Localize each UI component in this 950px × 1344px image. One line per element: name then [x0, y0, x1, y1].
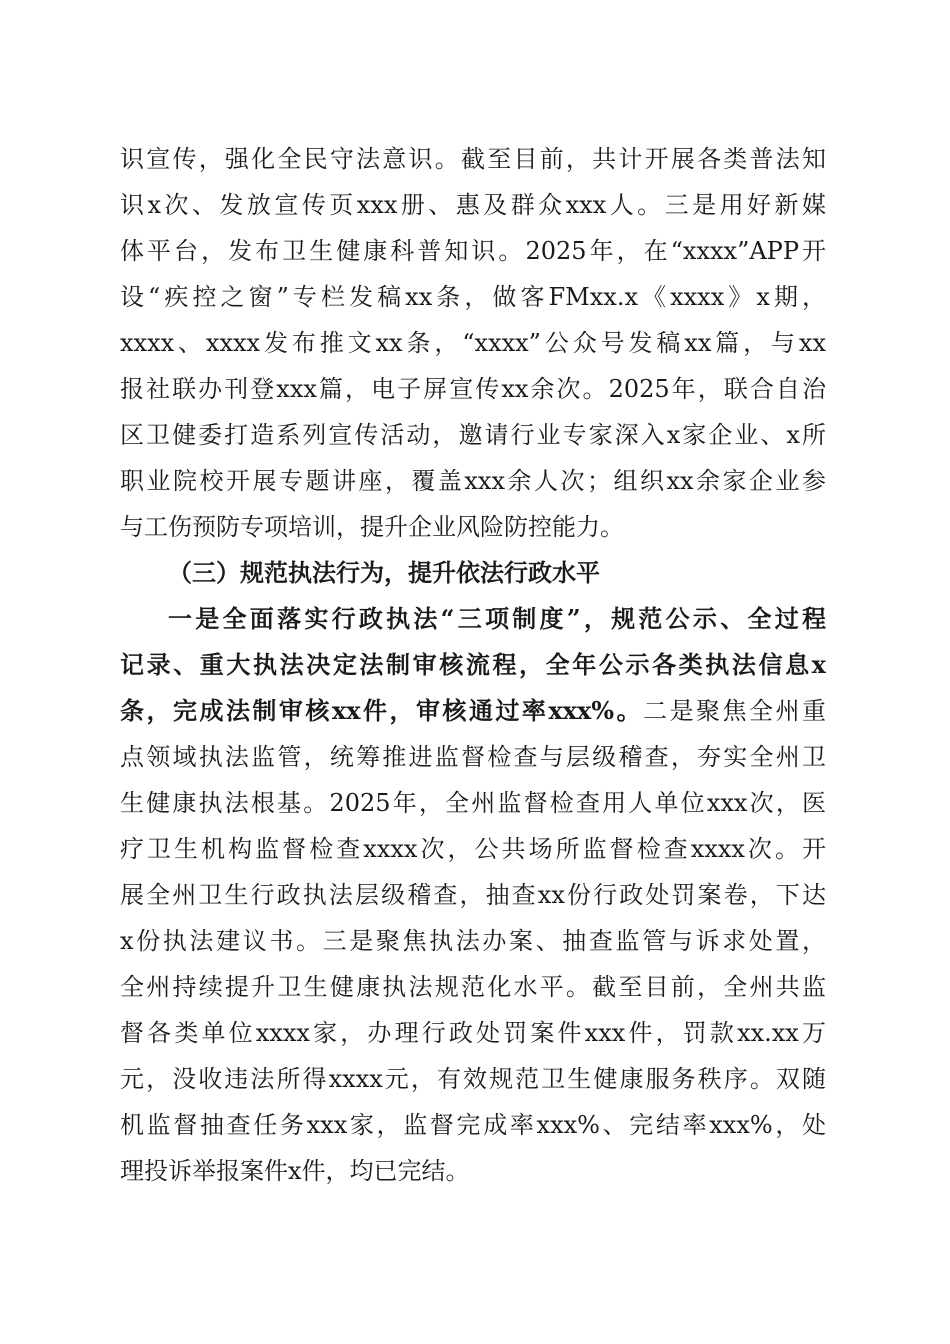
text-line-mixed — [120, 691, 826, 731]
text-line: 一是全面落实行政执法“三项制度”，规范公示、全过程 — [168, 604, 826, 633]
text-line: 展全州卫生行政执法层级稽查，抽查xx份行政处罚案卷，下达 — [120, 881, 826, 909]
text-line: 体平台，发布卫生健康科普知识。2025年，在“xxxx”APP开 — [120, 237, 826, 265]
text-segment: 二是聚焦全州重 — [643, 697, 826, 725]
text-line: 与工伤预防专项培训，提升企业风险防控能力。 — [120, 513, 624, 541]
text-line: 生健康执法根基。2025年，全州监督检查用人单位xxx次，医 — [120, 789, 826, 817]
text-line: xxxx、xxxx发布推文xx条，“xxxx”公众号发稿xx篇，与xx — [120, 329, 826, 357]
text-line: 点领域执法监管，统筹推进监督检查与层级稽查，夯实全州卫 — [120, 743, 826, 771]
bold-segment: 条，完成法制审核xx件，审核通过率xxx%。 — [120, 696, 644, 725]
text-line: 职业院校开展专题讲座，覆盖xxx余人次；组织xx余家企业参 — [120, 467, 826, 495]
text-line: 区卫健委打造系列宣传活动，邀请行业专家深入x家企业、x所 — [120, 421, 826, 449]
text-line: 全州持续提升卫生健康执法规范化水平。截至目前，全州共监 — [120, 973, 826, 1001]
text-line: 疗卫生机构监督检查xxxx次，公共场所监督检查xxxx次。开 — [120, 835, 826, 863]
text-line: 督各类单位xxxx家，办理行政处罚案件xxx件，罚款xx.xx万 — [120, 1019, 826, 1047]
text-line: 设“疾控之窗”专栏发稿xx条，做客FMxx.x《xxxx》x期， — [120, 283, 826, 311]
text-line: 识x次、发放宣传页xxx册、惠及群众xxx人。三是用好新媒 — [120, 191, 826, 219]
text-line: 机监督抽查任务xxx家，监督完成率xxx%、完结率xxx%，处 — [120, 1111, 826, 1139]
text-line: 记录、重大执法决定法制审核流程，全年公示各类执法信息x — [120, 650, 826, 679]
text-line: 元，没收违法所得xxxx元，有效规范卫生健康服务秩序。双随 — [120, 1065, 826, 1093]
text-line: 报社联办刊登xxx篇，电子屏宣传xx余次。2025年，联合自治 — [120, 375, 826, 403]
text-line: 理投诉举报案件x件，均已完结。 — [120, 1157, 470, 1185]
text-line: 识宣传，强化全民守法意识。截至目前，共计开展各类普法知 — [120, 145, 826, 173]
section-heading: （三）规范执法行为，提升依法行政水平 — [168, 559, 600, 587]
text-line: x份执法建议书。三是聚焦执法办案、抽查监管与诉求处置， — [120, 927, 826, 955]
